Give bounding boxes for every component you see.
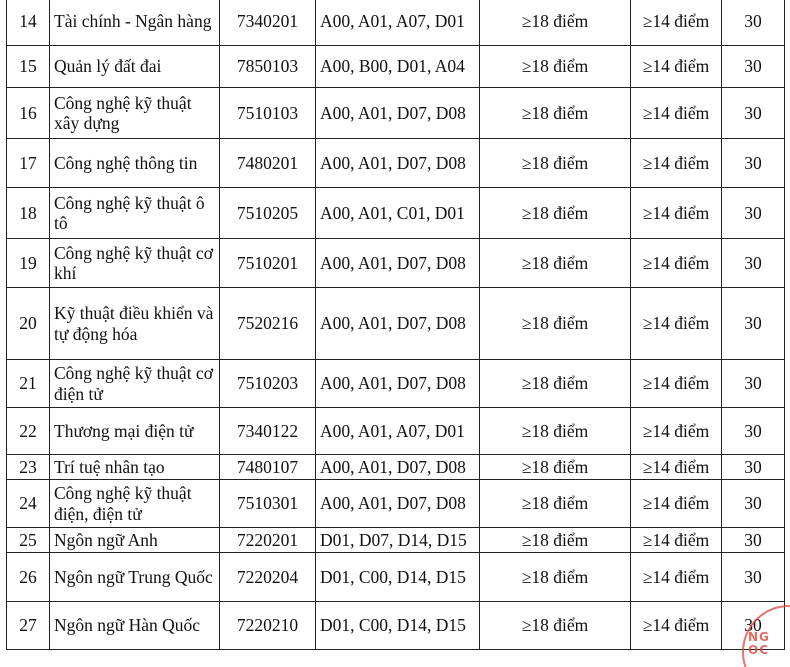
quota-cell: 30	[722, 528, 785, 553]
subject-combinations-cell: A00, A01, C01, D01	[316, 188, 480, 239]
row-number-cell: 24	[7, 480, 50, 528]
major-name-cell: Công nghệ kỹ thuật cơ điện tử	[50, 360, 220, 408]
min-score-2-cell: ≥14 điểm	[631, 528, 722, 553]
major-code-cell: 7220210	[220, 602, 316, 650]
min-score-1-cell: ≥18 điểm	[480, 188, 631, 239]
major-code-cell: 7510205	[220, 188, 316, 239]
quota-cell: 30	[722, 139, 785, 188]
row-number-cell: 22	[7, 408, 50, 455]
table-row	[7, 455, 785, 480]
table-body	[7, 0, 785, 650]
major-name-cell: Công nghệ thông tin	[50, 139, 220, 188]
major-code-cell: 7220204	[220, 553, 316, 602]
table-row	[7, 602, 785, 650]
table-row	[7, 360, 785, 408]
major-code-cell: 7220201	[220, 528, 316, 553]
min-score-1-cell: ≥18 điểm	[480, 239, 631, 288]
major-name-cell: Công nghệ kỹ thuật điện, điện tử	[50, 480, 220, 528]
min-score-2-cell: ≥14 điểm	[631, 139, 722, 188]
row-number-cell: 23	[7, 455, 50, 480]
min-score-2-cell: ≥14 điểm	[631, 602, 722, 650]
min-score-2-cell: ≥14 điểm	[631, 88, 722, 139]
major-name-cell: Trí tuệ nhân tạo	[50, 455, 220, 480]
major-name-cell: Thương mại điện tử	[50, 408, 220, 455]
subject-combinations-cell: D01, C00, D14, D15	[316, 602, 480, 650]
subject-combinations-cell: A00, A01, D07, D08	[316, 88, 480, 139]
min-score-1-cell: ≥18 điểm	[480, 288, 631, 360]
subject-combinations-cell: A00, A01, A07, D01	[316, 408, 480, 455]
quota-cell: 30	[722, 188, 785, 239]
min-score-1-cell: ≥18 điểm	[480, 455, 631, 480]
major-code-cell: 7850103	[220, 46, 316, 88]
min-score-2-cell: ≥14 điểm	[631, 480, 722, 528]
table-row	[7, 188, 785, 239]
quota-cell: 30	[722, 0, 785, 46]
quota-cell: 30	[722, 602, 785, 650]
table-row	[7, 480, 785, 528]
major-code-cell: 7480107	[220, 455, 316, 480]
min-score-1-cell: ≥18 điểm	[480, 46, 631, 88]
quota-cell: 30	[722, 480, 785, 528]
subject-combinations-cell: D01, D07, D14, D15	[316, 528, 480, 553]
subject-combinations-cell: A00, A01, D07, D08	[316, 239, 480, 288]
table-row	[7, 0, 785, 46]
admissions-table	[6, 0, 785, 650]
min-score-1-cell: ≥18 điểm	[480, 360, 631, 408]
stamp-text: NG OC	[748, 630, 770, 657]
min-score-2-cell: ≥14 điểm	[631, 360, 722, 408]
major-name-cell: Ngôn ngữ Anh	[50, 528, 220, 553]
row-number-cell: 21	[7, 360, 50, 408]
row-number-cell: 25	[7, 528, 50, 553]
major-name-cell: Ngôn ngữ Trung Quốc	[50, 553, 220, 602]
table-row	[7, 139, 785, 188]
quota-cell: 30	[722, 360, 785, 408]
row-number-cell: 20	[7, 288, 50, 360]
row-number-cell: 26	[7, 553, 50, 602]
major-name-cell: Công nghệ kỹ thuật ô tô	[50, 188, 220, 239]
row-number-cell: 15	[7, 46, 50, 88]
major-name-cell: Kỹ thuật điều khiển và tự động hóa	[50, 288, 220, 360]
min-score-2-cell: ≥14 điểm	[631, 455, 722, 480]
major-name-cell: Quản lý đất đai	[50, 46, 220, 88]
row-number-cell: 18	[7, 188, 50, 239]
quota-cell: 30	[722, 239, 785, 288]
quota-cell: 30	[722, 46, 785, 88]
major-code-cell: 7510301	[220, 480, 316, 528]
table-row	[7, 408, 785, 455]
major-name-cell: Ngôn ngữ Hàn Quốc	[50, 602, 220, 650]
subject-combinations-cell: D01, C00, D14, D15	[316, 553, 480, 602]
major-code-cell: 7510203	[220, 360, 316, 408]
min-score-2-cell: ≥14 điểm	[631, 553, 722, 602]
min-score-1-cell: ≥18 điểm	[480, 480, 631, 528]
row-number-cell: 14	[7, 0, 50, 46]
min-score-1-cell: ≥18 điểm	[480, 139, 631, 188]
subject-combinations-cell: A00, A01, D07, D08	[316, 360, 480, 408]
min-score-2-cell: ≥14 điểm	[631, 408, 722, 455]
major-name-cell: Công nghệ kỹ thuật xây dựng	[50, 88, 220, 139]
major-code-cell: 7520216	[220, 288, 316, 360]
subject-combinations-cell: A00, A01, D07, D08	[316, 480, 480, 528]
subject-combinations-cell: A00, A01, D07, D08	[316, 139, 480, 188]
quota-cell: 30	[722, 408, 785, 455]
quota-cell: 30	[722, 88, 785, 139]
major-code-cell: 7480201	[220, 139, 316, 188]
row-number-cell: 17	[7, 139, 50, 188]
subject-combinations-cell: A00, B00, D01, A04	[316, 46, 480, 88]
row-number-cell: 16	[7, 88, 50, 139]
major-code-cell: 7510103	[220, 88, 316, 139]
table-row	[7, 46, 785, 88]
min-score-2-cell: ≥14 điểm	[631, 46, 722, 88]
major-code-cell: 7340122	[220, 408, 316, 455]
min-score-2-cell: ≥14 điểm	[631, 188, 722, 239]
min-score-1-cell: ≥18 điểm	[480, 408, 631, 455]
row-number-cell: 19	[7, 239, 50, 288]
major-code-cell: 7340201	[220, 0, 316, 46]
subject-combinations-cell: A00, A01, D07, D08	[316, 288, 480, 360]
subject-combinations-cell: A00, A01, D07, D08	[316, 455, 480, 480]
quota-cell: 30	[722, 288, 785, 360]
min-score-1-cell: ≥18 điểm	[480, 528, 631, 553]
major-name-cell: Công nghệ kỹ thuật cơ khí	[50, 239, 220, 288]
table-row	[7, 553, 785, 602]
table-row	[7, 288, 785, 360]
table-row	[7, 88, 785, 139]
major-name-cell: Tài chính - Ngân hàng	[50, 0, 220, 46]
quota-cell: 30	[722, 455, 785, 480]
major-code-cell: 7510201	[220, 239, 316, 288]
table-row	[7, 239, 785, 288]
table-row	[7, 528, 785, 553]
min-score-1-cell: ≥18 điểm	[480, 602, 631, 650]
min-score-1-cell: ≥18 điểm	[480, 0, 631, 46]
subject-combinations-cell: A00, A01, A07, D01	[316, 0, 480, 46]
row-number-cell: 27	[7, 602, 50, 650]
min-score-2-cell: ≥14 điểm	[631, 239, 722, 288]
min-score-1-cell: ≥18 điểm	[480, 88, 631, 139]
min-score-1-cell: ≥18 điểm	[480, 553, 631, 602]
min-score-2-cell: ≥14 điểm	[631, 0, 722, 46]
min-score-2-cell: ≥14 điểm	[631, 288, 722, 360]
quota-cell: 30	[722, 553, 785, 602]
